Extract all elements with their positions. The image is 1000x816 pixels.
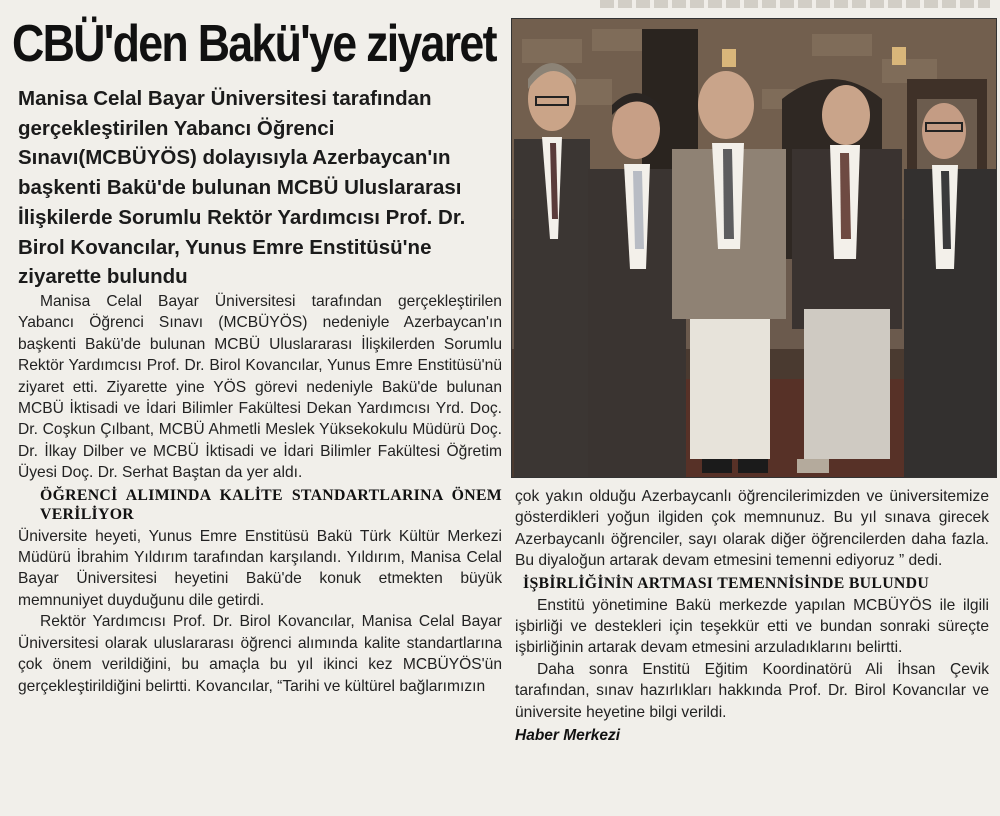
group-photo-icon xyxy=(512,19,996,477)
right-column xyxy=(515,486,989,746)
group-photo xyxy=(511,18,997,478)
paragraph: Enstitü yönetimine Bakü merkezde yapılan MCBÜYÖS ile ilgili işbirliği ve destekleri için teşekkür etti ve bundan sonraki süreçte işbirliğinin artarak devam etmesini arzuladıklarını belirtti. xyxy=(515,596,989,657)
paragraph: Üniversite heyeti, Yunus Emre Enstitüsü Bakü Türk Kültür Merkezi Müdürü İbrahim Yıldırım tarafından karşılandı. Yıldırım, Manisa Celal Bayar Üniversitesi heyetini Bakü'de konuk etmekten büyük memnuniyet duyduğunu dile getirdi. xyxy=(18,527,502,609)
deck-text: Manisa Celal Bayar Üniversitesi tarafından gerçekleştirilen Yabancı Öğrenci Sınavı(MCBÜYÖS) dolayısıyla Azerbaycan'ın başkenti Bakü'de bulunan MCBÜ Uluslararası İlişkilerde Sorumlu Rektör Yardımcısı Prof. Dr. Birol Kovancılar, Yunus Emre Enstitüsü'ne ziyarette bulundu xyxy=(18,87,466,289)
subheading: ÖĞRENCİ ALIMINDA KALİTE STANDARTLARINA ÖNEM VERİLİYOR xyxy=(40,486,502,523)
headline: CBÜ'den Bakü'ye ziyaret xyxy=(12,15,496,73)
paragraph: Rektör Yardımcısı Prof. Dr. Birol Kovancılar, Manisa Celal Bayar Üniversitesi olarak uluslararası öğrenci alımında kalite standartlarına çok önem verildiğini, bu amaçla bu yıl ikinci kez MCBÜYÖS'ün gerçekleştirildiğini belirtti. Kovancılar, “Tarihi ve kültürel bağlarımızın xyxy=(18,613,502,695)
left-column xyxy=(18,291,502,697)
paragraph: çok yakın olduğu Azerbaycanlı öğrencilerimizden ve üniversitemize gösterdikleri yoğun ilgiden çok memnunuz. Bu yıl sınava girecek Azerbaycanlı öğrenciler, sayı olarak diğer öğrencilerden daha fazla. Bu diyaloğun artarak devam etmesini temenni ediyoruz ” dedi. xyxy=(515,488,989,570)
paragraph: Daha sonra Enstitü Eğitim Koordinatörü Ali İhsan Çevik tarafından, sınav hazırlıkları hakkında Prof. Dr. Birol Kovancılar ve üniversite heyetine bilgi verildi. xyxy=(515,660,989,721)
byline: Haber Merkezi xyxy=(515,727,621,745)
subheading: İŞBİRLİĞİNİN ARTMASI TEMENNİSİNDE BULUNDU xyxy=(523,574,930,592)
cropped-previous-text xyxy=(600,0,990,8)
deck-summary xyxy=(18,84,504,292)
paragraph: Manisa Celal Bayar Üniversitesi tarafından gerçekleştirilen Yabancı Öğrenci Sınavı (MCBÜYÖS) nedeniyle Azerbaycan'ın başkenti Bakü'de bulunan MCBÜ Uluslararası İlişkilerden Sorumlu Rektör Yardımcısı Prof. Dr. Birol Kovancılar, Yunus Emre Enstitüsü'nü ziyaret etti. Ziyarette yine YÖS görevi nedeniyle Bakü'de bulunan MCBÜ İktisadi ve İdari Bilimler Fakültesi Dekan Yardımcısı Yrd. Doç. Dr. Coşkun Çılbant, MCBÜ Ahmetli Meslek Yüksekokulu Müdürü Doç. Dr. İlkay Dilber ve MCBÜ İktisadi ve İdari Bilimler Fakültesi Öğretim Üyesi Doç. Dr. Serhat Baştan da yer aldı. xyxy=(18,293,502,482)
